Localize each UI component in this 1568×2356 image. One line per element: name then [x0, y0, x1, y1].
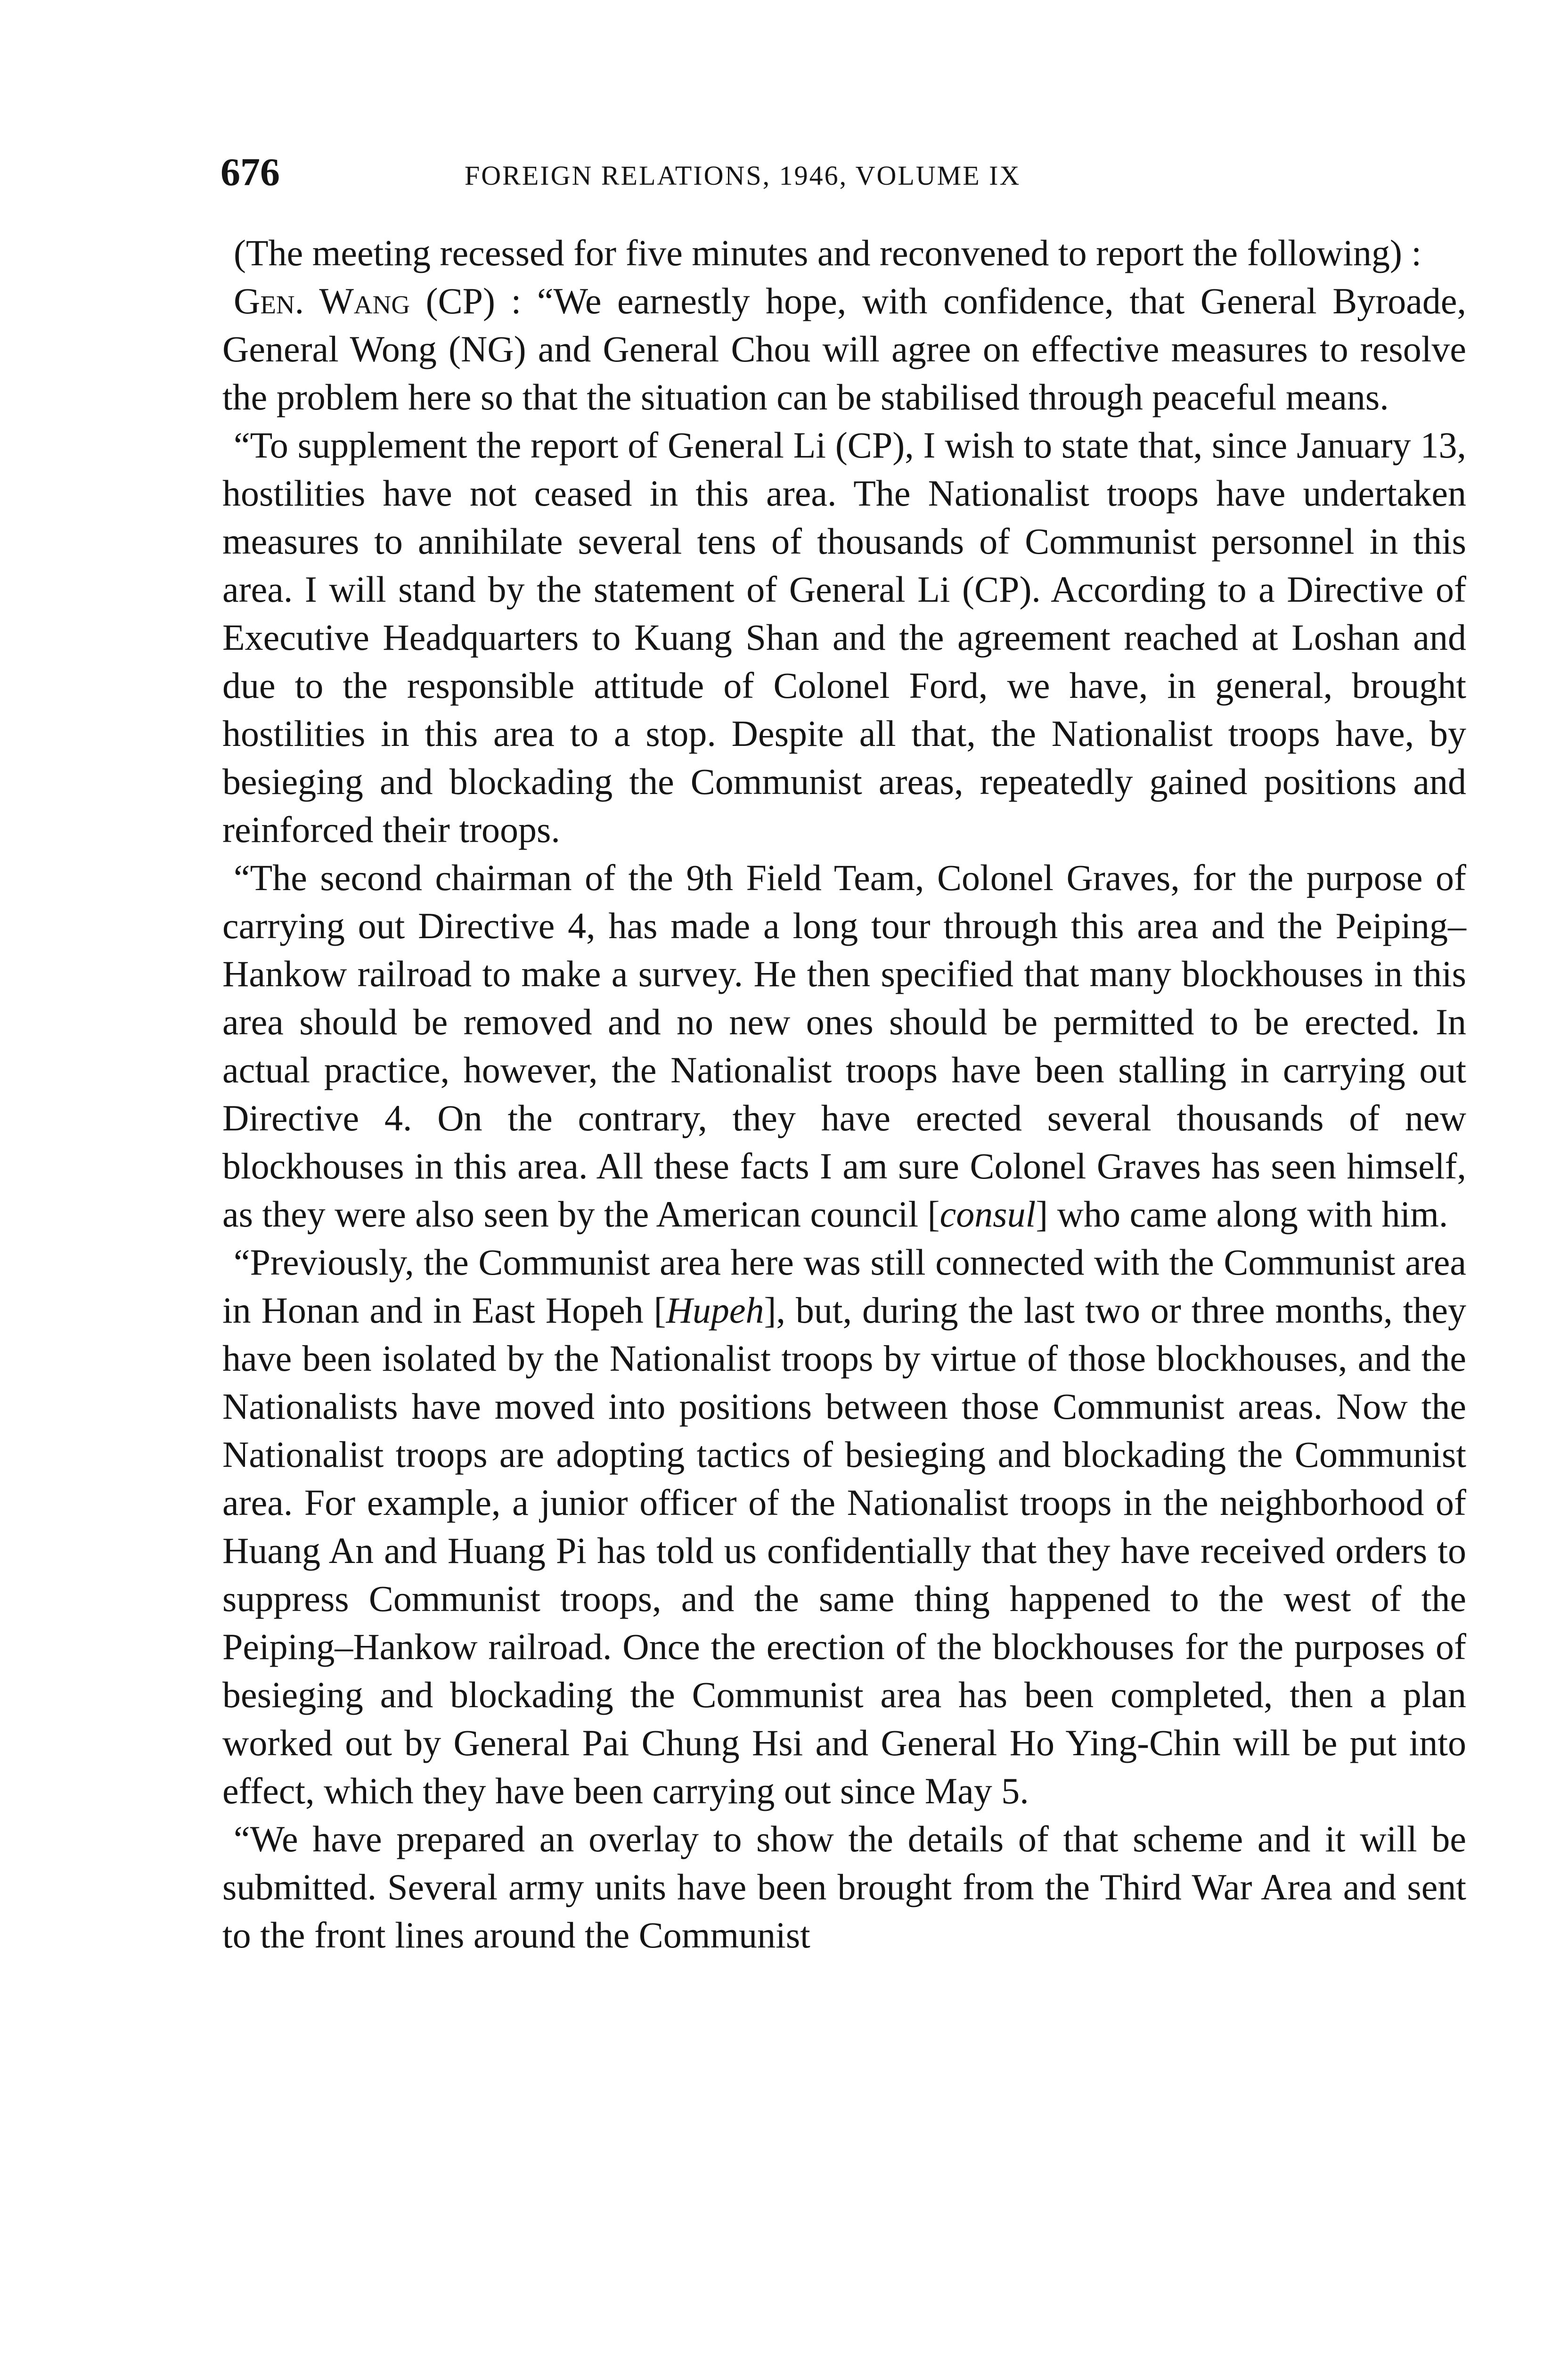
paragraph-supplement-report	[222, 421, 1466, 854]
paragraph-text: (CP) : “We earnestly hope, with confidence, that General Byroade, General Wong (NG) and General Chou will agree on effective measures to resolve the problem here so that the situation can be stabilised through peaceful means.	[222, 280, 1466, 417]
paragraph-directive-4	[222, 854, 1466, 1238]
paragraph-text: “We have prepared an overlay to show the details of that scheme and it will be submitted. Several army units have been brought from the Third War Area and sent to the front lines around the Communist	[222, 1818, 1466, 1955]
paragraph-previously	[222, 1238, 1466, 1815]
paragraph-gen-wang-statement	[222, 277, 1466, 421]
speaker-name: Gen. Wang	[234, 280, 410, 321]
paragraph-overlay	[222, 1815, 1466, 1959]
paragraph-recess-note	[222, 229, 1466, 277]
paragraph-text-continued: ] who came along with him.	[1036, 1194, 1448, 1235]
italic-correction: consul	[939, 1194, 1036, 1235]
paragraph-text: “To supplement the report of General Li (CP), I wish to state that, since January 13, hostilities have not ceased in this area. The Nationalist troops have undertaken measures to annihilate several tens of thousands of Communist personnel in this area. I will stand by the statement of General Li (CP). According to a Directive of Executive Headquarters to Kuang Shan and the agreement reached at Loshan and due to the responsible attitude of Colonel Ford, we have, in general, brought hostilities in this area to a stop. Despite all that, the Nationalist troops have, by besieging and blockading the Communist areas, repeatedly gained positions and reinforced their troops.	[222, 425, 1466, 850]
paragraph-text-continued: ], but, during the last two or three months, they have been isolated by the Nationalist troops by virtue of those blockhouses, and the Nationalists have moved into positions between those Communist areas. Now the Nationalist troops are adopting tactics of besieging and blockading the Communist area. For example, a junior officer of the Nationalist troops in the neighborhood of Huang An and Huang Pi has told us confidentially that they have received orders to suppress Communist troops, and the same thing happened to the west of the Peiping–Hankow railroad. Once the erection of the blockhouses for the purposes of besieging and blockading the Communist area has been completed, then a plan worked out by General Pai Chung Hsi and General Ho Ying-Chin will be put into effect, which they have been carrying out since May 5.	[222, 1290, 1466, 1811]
paragraph-text: “The second chairman of the 9th Field Team, Colonel Graves, for the purpose of carrying out Directive 4, has made a long tour through this area and the Peiping–Hankow railroad to make a survey. He then specified that many blockhouses in this area should be removed and no new ones should be permitted to be erected. In actual practice, however, the Nationalist troops have been stalling in carrying out Directive 4. On the contrary, they have erected several thousands of new blockhouses in this area. All these facts I am sure Colonel Graves has seen himself, as they were also seen by the American council [	[222, 857, 1466, 1235]
italic-correction: Hupeh	[666, 1290, 764, 1331]
page-header	[220, 150, 1464, 202]
running-head: FOREIGN RELATIONS, 1946, VOLUME IX	[465, 160, 1021, 191]
paragraph-text: “Previously, the Communist area here was still connected with the Communist area in Honan and in East Hopeh [	[222, 1242, 1466, 1331]
page-number: 676	[220, 150, 280, 194]
body-text	[222, 229, 1466, 1959]
paragraph-text: (The meeting recessed for five minutes and reconvened to report the following) :	[234, 232, 1422, 273]
